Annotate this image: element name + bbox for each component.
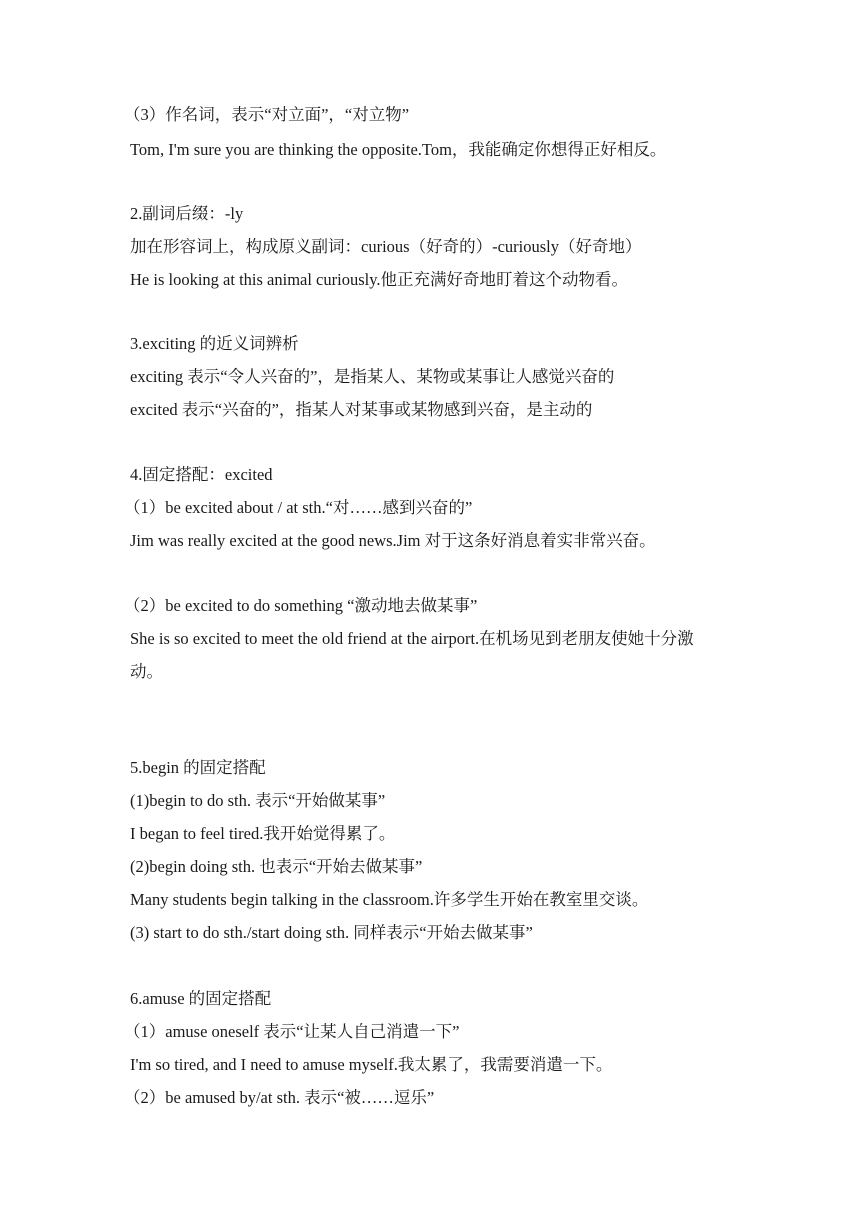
- heading-adverb-suffix: 2.副词后缀：-ly: [130, 204, 244, 223]
- heading-begin: 5.begin 的固定搭配: [130, 758, 266, 777]
- line-exciting-meaning: exciting 表示“令人兴奋的”，是指某人、某物或某事让人感觉兴奋的: [130, 367, 615, 386]
- line-excited-about-example: Jim was really excited at the good news.Jim 对于这条好消息着实非常兴奋。: [130, 531, 656, 550]
- line-begin-to-do: (1)begin to do sth. 表示“开始做某事”: [130, 791, 386, 810]
- line-adverb-rule: 加在形容词上，构成原义副词：curious（好奇的）-curiously（好奇地）: [130, 237, 642, 256]
- line-begin-doing: (2)begin doing sth. 也表示“开始去做某事”: [130, 857, 423, 876]
- line-excited-to-do-example-cont: 动。: [130, 662, 163, 681]
- line-start-to-do: (3) start to do sth./start doing sth. 同样表示“开始去做某事”: [130, 923, 533, 942]
- line-excited-to-do: （2）be excited to do something “激动地去做某事”: [124, 596, 478, 615]
- line-opposite-noun: （3）作名词，表示“对立面”，“对立物”: [124, 105, 410, 124]
- line-excited-about: （1）be excited about / at sth.“对……感到兴奋的”: [124, 498, 473, 517]
- line-begin-doing-example: Many students begin talking in the classroom.许多学生开始在教室里交谈。: [130, 890, 649, 909]
- heading-exciting: 3.exciting 的近义词辨析: [130, 334, 299, 353]
- heading-amuse: 6.amuse 的固定搭配: [130, 989, 272, 1008]
- line-amuse-oneself: （1）amuse oneself 表示“让某人自己消遣一下”: [124, 1022, 460, 1041]
- line-amused-by: （2）be amused by/at sth. 表示“被……逗乐”: [124, 1088, 435, 1107]
- heading-excited-collocation: 4.固定搭配：excited: [130, 465, 273, 484]
- line-excited-meaning: excited 表示“兴奋的”，指某人对某事或某物感到兴奋，是主动的: [130, 400, 593, 419]
- line-amuse-oneself-example: I'm so tired, and I need to amuse myself.我太累了，我需要消遣一下。: [130, 1055, 613, 1074]
- line-begin-to-do-example: I began to feel tired.我开始觉得累了。: [130, 824, 396, 843]
- line-excited-to-do-example: She is so excited to meet the old friend at the airport.在机场见到老朋友使她十分激: [130, 629, 694, 648]
- line-adverb-example: He is looking at this animal curiously.他正充满好奇地盯着这个动物看。: [130, 270, 629, 289]
- line-opposite-example: Tom, I'm sure you are thinking the opposite.Tom，我能确定你想得正好相反。: [130, 140, 667, 159]
